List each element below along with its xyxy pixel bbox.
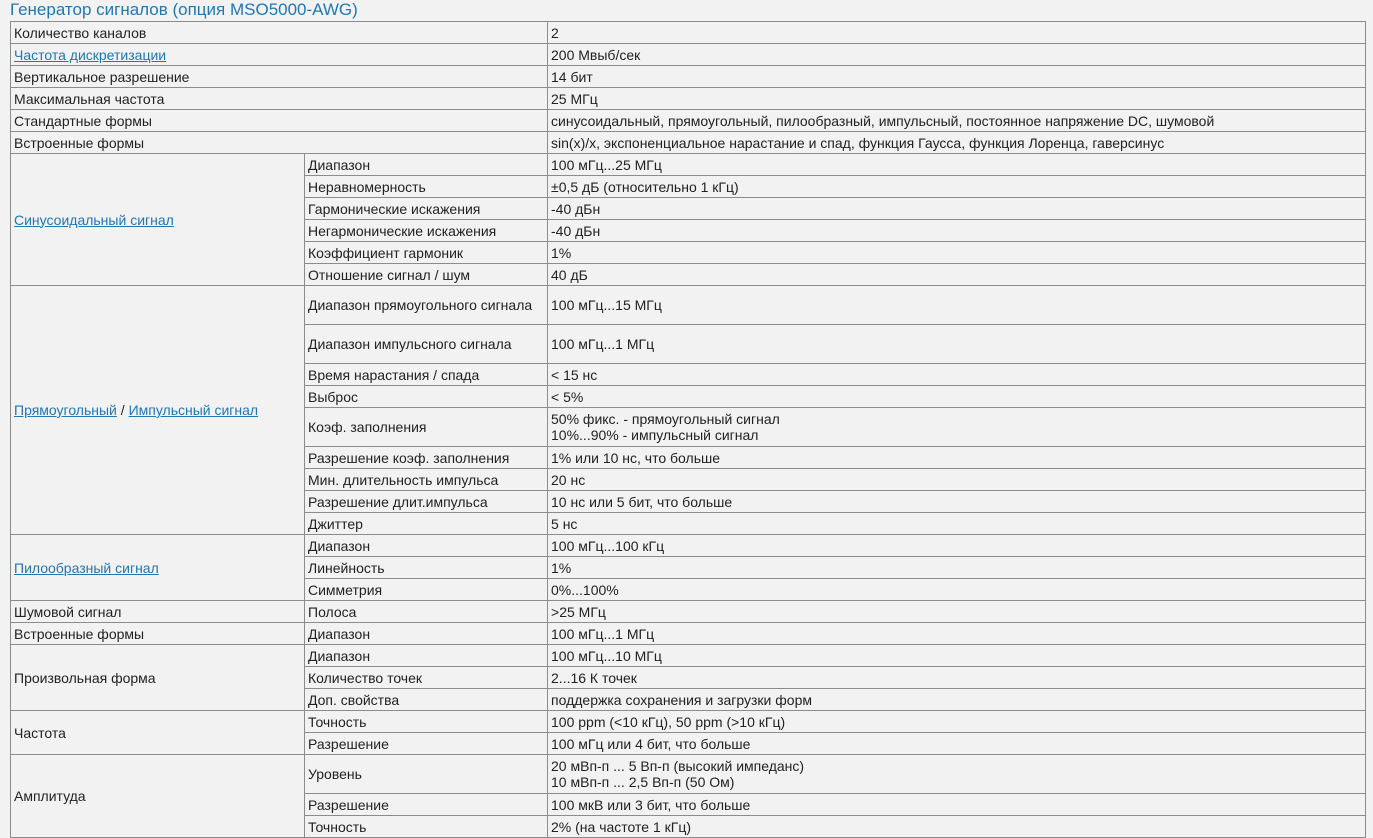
- arb-param: Доп. свойства: [305, 689, 548, 711]
- freq-value: 100 ppm (<10 кГц), 50 ppm (>10 кГц): [548, 711, 1366, 733]
- noise-param: Полоса: [305, 601, 548, 623]
- spec-label: Стандартные формы: [11, 110, 548, 132]
- square-param: Коэф. заполнения: [305, 408, 548, 447]
- ramp-value: 1%: [548, 557, 1366, 579]
- arb-param: Количество точек: [305, 667, 548, 689]
- spec-value: 200 Мвыб/сек: [548, 44, 1366, 66]
- sine-param: Неравномерность: [305, 176, 548, 198]
- spec-value: sin(x)/x, экспоненциальное нарастание и спад, функция Гаусса, функция Лоренца, гаверсинус: [548, 132, 1366, 154]
- square-value: 50% фикс. - прямоугольный сигнал 10%...90% - импульсный сигнал: [548, 408, 1366, 447]
- square-param: Время нарастания / спада: [305, 364, 548, 386]
- table-row: [11, 88, 1366, 110]
- square-value: 5 нс: [548, 513, 1366, 535]
- table-row: [11, 66, 1366, 88]
- table-row: [11, 755, 1366, 794]
- spec-label: Количество каналов: [11, 22, 548, 44]
- square-param: Диапазон прямоугольного сигнала: [305, 286, 548, 325]
- arb-label: Произвольная форма: [11, 645, 305, 711]
- builtin-param: Диапазон: [305, 623, 548, 645]
- sine-label: [11, 154, 305, 286]
- ampl-value: 20 мВп-п ... 5 Вп-п (высокий импеданс) 10 мВп-п ... 2,5 Вп-п (50 Ом): [548, 755, 1366, 794]
- ramp-label: [11, 535, 305, 601]
- square-param: Разрешение коэф. заполнения: [305, 447, 548, 469]
- spec-table: [10, 21, 1366, 838]
- square-param: Диапазон импульсного сигнала: [305, 325, 548, 364]
- ramp-param: Симметрия: [305, 579, 548, 601]
- sine-value: 1%: [548, 242, 1366, 264]
- arb-param: Диапазон: [305, 645, 548, 667]
- builtin-value: 100 мГц...1 МГц: [548, 623, 1366, 645]
- ramp-value: 100 мГц...100 кГц: [548, 535, 1366, 557]
- ampl-label: Амплитуда: [11, 755, 305, 838]
- table-row: [11, 110, 1366, 132]
- ampl-param: Разрешение: [305, 794, 548, 816]
- square-label: [11, 286, 305, 535]
- ampl-value: 100 мкВ или 3 бит, что больше: [548, 794, 1366, 816]
- spec-label: [11, 44, 548, 66]
- sine-param: Коэффициент гармоник: [305, 242, 548, 264]
- ampl-value: 2% (на частоте 1 кГц): [548, 816, 1366, 838]
- freq-value: 100 мГц или 4 бит, что больше: [548, 733, 1366, 755]
- table-row: [11, 601, 1366, 623]
- table-row: [11, 44, 1366, 66]
- spec-value: 14 бит: [548, 66, 1366, 88]
- square-value: < 15 нс: [548, 364, 1366, 386]
- label-separator: /: [116, 402, 129, 418]
- table-row: [11, 623, 1366, 645]
- sine-param: Гармонические искажения: [305, 198, 548, 220]
- arb-value: 100 мГц...10 МГц: [548, 645, 1366, 667]
- square-value: 10 нс или 5 бит, что больше: [548, 491, 1366, 513]
- table-row: [11, 132, 1366, 154]
- square-value: < 5%: [548, 386, 1366, 408]
- table-row: [11, 22, 1366, 44]
- freq-param: Разрешение: [305, 733, 548, 755]
- sine-value: -40 дБн: [548, 198, 1366, 220]
- square-value: 100 мГц...15 МГц: [548, 286, 1366, 325]
- ramp-param: Линейность: [305, 557, 548, 579]
- spec-value: 2: [548, 22, 1366, 44]
- square-param: Выброс: [305, 386, 548, 408]
- table-row: [11, 645, 1366, 667]
- sine-param: Отношение сигнал / шум: [305, 264, 548, 286]
- ramp-param: Диапазон: [305, 535, 548, 557]
- square-param: Джиттер: [305, 513, 548, 535]
- freq-label: Частота: [11, 711, 305, 755]
- freq-param: Точность: [305, 711, 548, 733]
- sine-value: 100 мГц...25 МГц: [548, 154, 1366, 176]
- sine-label-link[interactable]: Синусоидальный сигнал: [14, 211, 174, 228]
- ampl-param: Уровень: [305, 755, 548, 794]
- ramp-label-link[interactable]: Пилообразный сигнал: [14, 559, 159, 576]
- square-link[interactable]: Прямоугольный: [14, 402, 117, 418]
- square-value: 100 мГц...1 МГц: [548, 325, 1366, 364]
- spec-value: 25 МГц: [548, 88, 1366, 110]
- square-value: 20 нс: [548, 469, 1366, 491]
- square-value: 1% или 10 нс, что больше: [548, 447, 1366, 469]
- page-title: Генератор сигналов (опция MSO5000-AWG): [10, 0, 358, 19]
- ramp-value: 0%...100%: [548, 579, 1366, 601]
- sine-value: 40 дБ: [548, 264, 1366, 286]
- noise-label: Шумовой сигнал: [11, 601, 305, 623]
- sine-param: Негармонические искажения: [305, 220, 548, 242]
- pulse-link[interactable]: Импульсный сигнал: [128, 402, 259, 418]
- arb-value: 2...16 К точек: [548, 667, 1366, 689]
- table-row: [11, 535, 1366, 557]
- arb-value: поддержка сохранения и загрузки форм: [548, 689, 1366, 711]
- sine-value: -40 дБн: [548, 220, 1366, 242]
- ampl-param: Точность: [305, 816, 548, 838]
- table-row: [11, 154, 1366, 176]
- spec-label: Встроенные формы: [11, 132, 548, 154]
- table-row: [11, 711, 1366, 733]
- square-param: Мин. длительность импульса: [305, 469, 548, 491]
- spec-label: Вертикальное разрешение: [11, 66, 548, 88]
- builtin-label: Встроенные формы: [11, 623, 305, 645]
- spec-value: синусоидальный, прямоугольный, пилообразный, импульсный, постоянное напряжение DC, шумовой: [548, 110, 1366, 132]
- table-row: [11, 286, 1366, 325]
- spec-label: Максимальная частота: [11, 88, 548, 110]
- square-param: Разрешение длит.импульса: [305, 491, 548, 513]
- sine-param: Диапазон: [305, 154, 548, 176]
- noise-value: >25 МГц: [548, 601, 1366, 623]
- sine-value: ±0,5 дБ (относительно 1 кГц): [548, 176, 1366, 198]
- spec-label-link[interactable]: Частота дискретизации: [14, 46, 167, 63]
